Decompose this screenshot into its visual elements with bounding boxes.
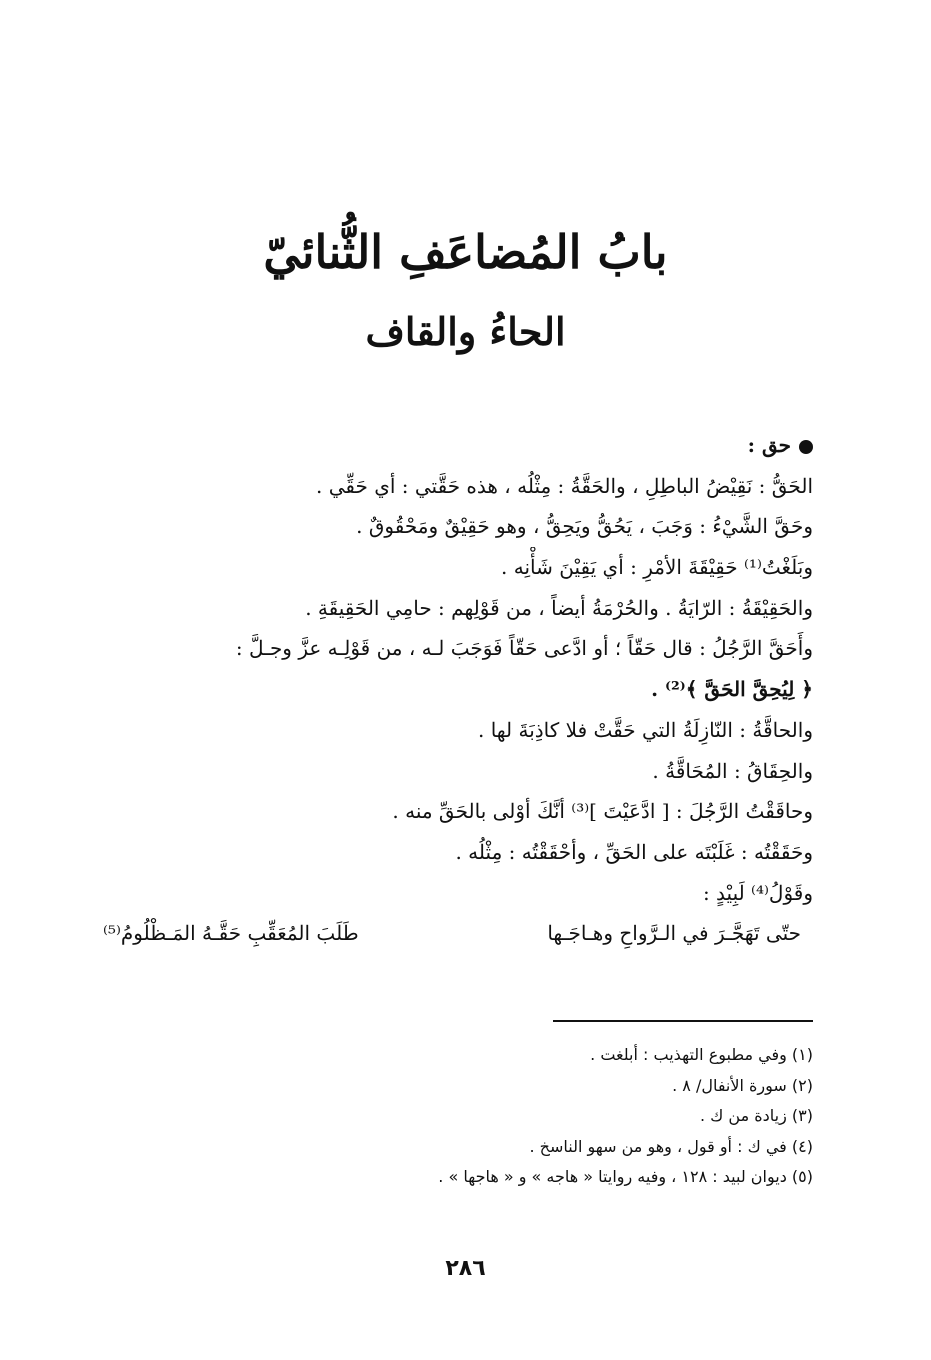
entry-headword: حق :	[747, 433, 791, 457]
footnote: (٣) زيادة من ك .	[699, 1106, 813, 1125]
footnote: (٢) سورة الأنفال/ ٨ .	[672, 1075, 813, 1095]
dictionary-entry	[93, 425, 813, 954]
chapter-title: بابُ المُضاعَفِ الثُّنائيّ	[263, 225, 668, 279]
footnote: (١) وفي مطبوع التهذيب : أبلغت .	[590, 1045, 813, 1064]
verse-second-hemistich: طَلَبَ المُعَقِّبِ حَقَّـهُ المَـظْلُومُ⁽⁵⁾	[103, 921, 359, 946]
quran-quote-line: ﴿ لِيُحِقَّ الحَقَّ ﴾⁽²⁾ .	[651, 677, 813, 702]
footnotes	[113, 1040, 813, 1193]
verse-first-hemistich: حتّى تَهَجَّـرَ في الـرَّواحِ وهـاجَـها	[547, 921, 801, 946]
entry-line: وقَوْلُ⁽⁴⁾ لَبِيْدٍ :	[702, 880, 813, 905]
bullet-icon	[799, 440, 813, 454]
footnote-divider	[553, 1020, 813, 1022]
entry-line: والحاقَّةُ : النّازِلَةُ التي حَقَّتْ فلا كاذِبَةَ لها .	[478, 717, 813, 742]
section-subtitle: الحاءُ والقاف	[365, 309, 566, 354]
footnote: (٤) في ك : أو قول ، وهو من سهو الناسخ .	[529, 1136, 813, 1156]
poetry-verse	[93, 913, 813, 954]
entry-line: والحِقَاقُ : المُحَاقَّةُ .	[652, 758, 813, 783]
entry-line: وحاقَقْتُ الرَّجُلَ : [ ادَّعَيْتَ ]⁽³⁾ أنَّكَ أوْلى بالحَقِّ منه .	[392, 799, 813, 824]
entry-headword-line	[93, 425, 813, 466]
entry-line: وحَقَقْتُه : غَلَبْتَه على الحَقِّ ، وأحْقَقْتُه : مِثْلُه .	[455, 839, 813, 864]
page-number: ٢٨٦	[445, 1256, 486, 1281]
entry-line: وحَقَّ الشَّيْءُ : وَجَبَ ، يَحُقُّ ويَحِقُّ ، وهو حَقِيْقٌ ومَحْقُوقٌ .	[356, 514, 813, 539]
entry-line: والحَقِيْقَةُ : الرّايَةُ . والحُرْمَةُ أيضاً ، من قَوْلِهم : حامِي الحَقِيقَةِ .	[305, 595, 813, 620]
footnote: (٥) ديوان لبيد : ١٢٨ ، وفيه روايتا « هاجه » و « هاجها » .	[438, 1167, 813, 1186]
entry-line: وبَلَغْتُ⁽¹⁾ حَقِيْقَةَ الأمْرِ : أي يَقِيْنَ شَأْنِه .	[501, 555, 813, 580]
entry-line: الحَقُّ : نَقِيْضُ الباطِلِ ، والحَقَّةُ : مِثْلُه ، هذه حَقَّتي : أي حَقِّي .	[315, 473, 813, 498]
entry-line: وأَحَقَّ الرَّجُلُ : قال حَقّاً ؛ أو ادَّعى حَقّاً فَوَجَبَ لـه ، من قَوْلِـه عزَّ وجـلَّ :	[235, 636, 813, 661]
